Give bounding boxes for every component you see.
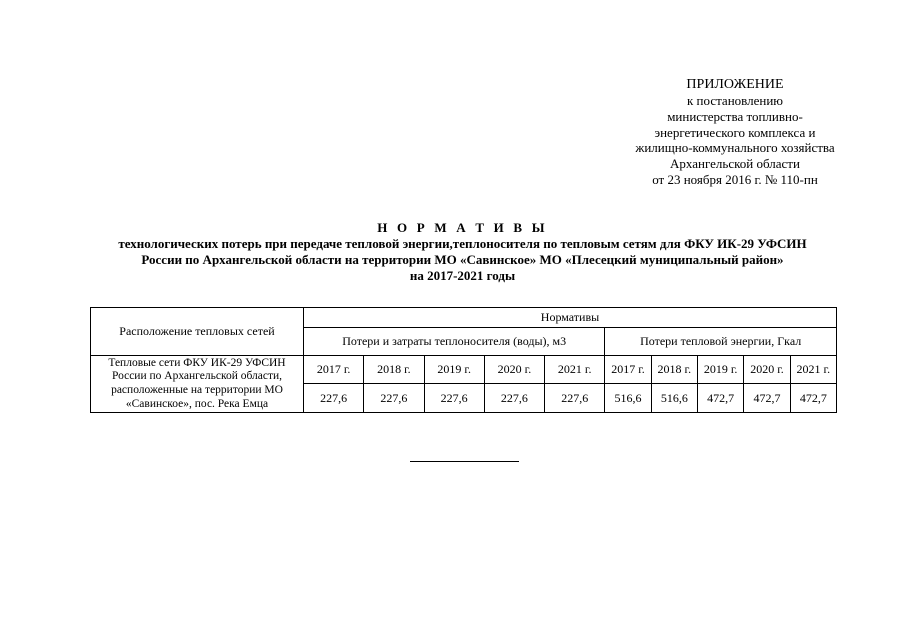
year-cell: 2017 г. (605, 356, 651, 384)
location-header: Расположение тепловых сетей (91, 308, 304, 356)
year-cell: 2020 г. (744, 356, 790, 384)
location-cell (91, 356, 304, 413)
title-line: России по Архангельской области на территории МО «Савинское» МО «Плесецкий муниципальный район» (141, 252, 784, 267)
norms-table (90, 307, 837, 413)
appendix-line: жилищно-коммунального хозяйства (635, 140, 835, 156)
year-cell: 2019 г. (424, 356, 484, 384)
appendix-line: энергетического комплекса и (654, 124, 816, 140)
year-cell: 2021 г. (790, 356, 836, 384)
title-line: технологических потерь при передаче тепловой энергии,теплоносителя по тепловым сетям для ФКУ ИК-29 УФСИН (118, 236, 807, 251)
value-cell: 227,6 (424, 384, 484, 413)
value-cell: 516,6 (651, 384, 697, 413)
value-cell: 516,6 (605, 384, 651, 413)
appendix-heading: ПРИЛОЖЕНИЕ (686, 77, 784, 92)
year-cell: 2021 г. (545, 356, 605, 384)
table-row-years (91, 356, 837, 384)
value-cell: 472,7 (790, 384, 836, 413)
location-line: России по Архангельской области, (111, 370, 283, 383)
value-cell: 227,6 (545, 384, 605, 413)
value-cell: 472,7 (697, 384, 743, 413)
appendix-line: Архангельской области (670, 156, 800, 172)
norms-header: Нормативы (304, 308, 837, 328)
appendix-line: к постановлению (686, 93, 784, 108)
appendix-date-line: от 23 ноября 2016 г. № 110-пн (652, 171, 818, 187)
year-cell: 2020 г. (484, 356, 544, 384)
title-line: на 2017-2021 годы (409, 268, 516, 283)
table-header-row (91, 308, 837, 328)
year-cell: 2017 г. (304, 356, 364, 384)
year-cell: 2018 г. (364, 356, 424, 384)
appendix-line: министерства топливно- (667, 108, 803, 124)
value-cell: 227,6 (364, 384, 424, 413)
location-line: «Савинское», пос. Река Емца (125, 397, 269, 410)
value-cell: 472,7 (744, 384, 790, 413)
document-title (40, 220, 885, 284)
year-cell: 2018 г. (651, 356, 697, 384)
year-cell: 2019 г. (697, 356, 743, 384)
group-header-heat: Потери тепловой энергии, Гкал (605, 328, 837, 356)
separator-line (410, 461, 519, 462)
appendix-block (600, 77, 870, 188)
value-cell: 227,6 (304, 384, 364, 413)
value-cell: 227,6 (484, 384, 544, 413)
location-line: Тепловые сети ФКУ ИК-29 УФСИН (108, 356, 286, 369)
title-main: Н О Р М А Т И В Ы (377, 220, 548, 235)
group-header-losses: Потери и затраты теплоносителя (воды), м3 (304, 328, 605, 356)
location-line: расположенные на территории МО (111, 384, 283, 396)
